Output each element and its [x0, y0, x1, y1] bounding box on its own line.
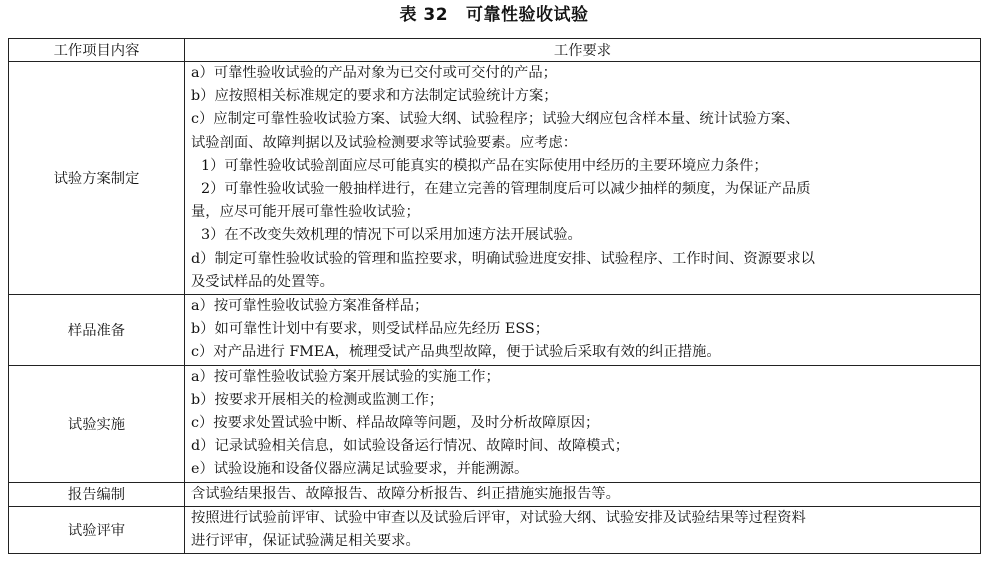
requirement-line: 1）可靠性验收试验剖面应尽可能真实的模拟产品在实际使用中经历的主要环境应力条件； — [201, 157, 768, 174]
requirement-line: c）应制定可靠性验收试验方案、试验大纲、试验程序；试验大纲应包含样本量、统计试验方案、 — [191, 111, 800, 128]
header-requirement: 工作要求 — [185, 39, 981, 62]
table-header-row — [9, 39, 981, 62]
header-item: 工作项目内容 — [9, 39, 185, 62]
requirement-line: b）应按照相关标准规定的要求和方法制定试验统计方案； — [191, 88, 558, 105]
requirement-line: 含试验结果报告、故障报告、故障分析报告、纠正措施实施报告等。 — [191, 485, 620, 502]
row-requirements — [185, 295, 981, 366]
row-item: 样品准备 — [9, 295, 185, 366]
requirement-line: a）按可靠性验收试验方案准备样品； — [191, 298, 429, 315]
requirement-line: d）记录试验相关信息，如试验设备运行情况、故障时间、故障模式； — [191, 438, 630, 455]
requirement-line: c）按要求处置试验中断、样品故障等问题，及时分析故障原因； — [191, 415, 600, 432]
table-row — [9, 365, 981, 482]
requirement-line: 量，应尽可能开展可靠性验收试验； — [191, 204, 420, 221]
requirement-line: 3）在不改变失效机理的情况下可以采用加速方法开展试验。 — [201, 227, 582, 244]
requirement-line: e）试验设施和设备仪器应满足试验要求，并能溯源。 — [191, 461, 529, 478]
row-requirements — [185, 365, 981, 482]
reliability-acceptance-test-table — [8, 38, 981, 554]
row-item: 试验评审 — [9, 506, 185, 553]
row-item: 试验方案制定 — [9, 62, 185, 295]
row-requirements — [185, 506, 981, 553]
table-row — [9, 482, 981, 506]
requirement-line: b）按要求开展相关的检测或监测工作； — [191, 391, 444, 408]
requirement-line: 进行评审，保证试验满足相关要求。 — [191, 533, 420, 550]
table-number: 表 32 — [399, 5, 449, 25]
row-item: 试验实施 — [9, 365, 185, 482]
requirement-line: 按照进行试验前评审、试验中审查以及试验后评审，对试验大纲、试验安排及试验结果等过程资料 — [191, 509, 806, 526]
row-requirements — [185, 62, 981, 295]
row-requirements — [185, 482, 981, 506]
row-item: 报告编制 — [9, 482, 185, 506]
requirement-line: d）制定可靠性验收试验的管理和监控要求，明确试验进度安排、试验程序、工作时间、资源要求以 — [191, 250, 815, 267]
requirement-line: 及受试样品的处置等。 — [191, 273, 334, 290]
requirement-line: b）如可靠性计划中有要求，则受试样品应先经历 ESS； — [191, 321, 549, 338]
requirement-line: 试验剖面、故障判据以及试验检测要求等试验要素。应考虑： — [191, 134, 578, 151]
requirement-line: 2）可靠性验收试验一般抽样进行，在建立完善的管理制度后可以减少抽样的频度，为保证产品质 — [201, 181, 811, 198]
requirement-line: a）按可靠性验收试验方案开展试验的实施工作； — [191, 368, 500, 385]
table-row — [9, 295, 981, 366]
requirement-line: c）对产品进行 FMEA，梳理受试产品典型故障，便于试验后采取有效的纠正措施。 — [191, 344, 721, 361]
table-row — [9, 506, 981, 553]
table-row — [9, 62, 981, 295]
table-title — [0, 2, 988, 28]
requirement-line: a）可靠性验收试验的产品对象为已交付或可交付的产品； — [191, 65, 557, 81]
table-caption: 可靠性验收试验 — [466, 5, 589, 25]
